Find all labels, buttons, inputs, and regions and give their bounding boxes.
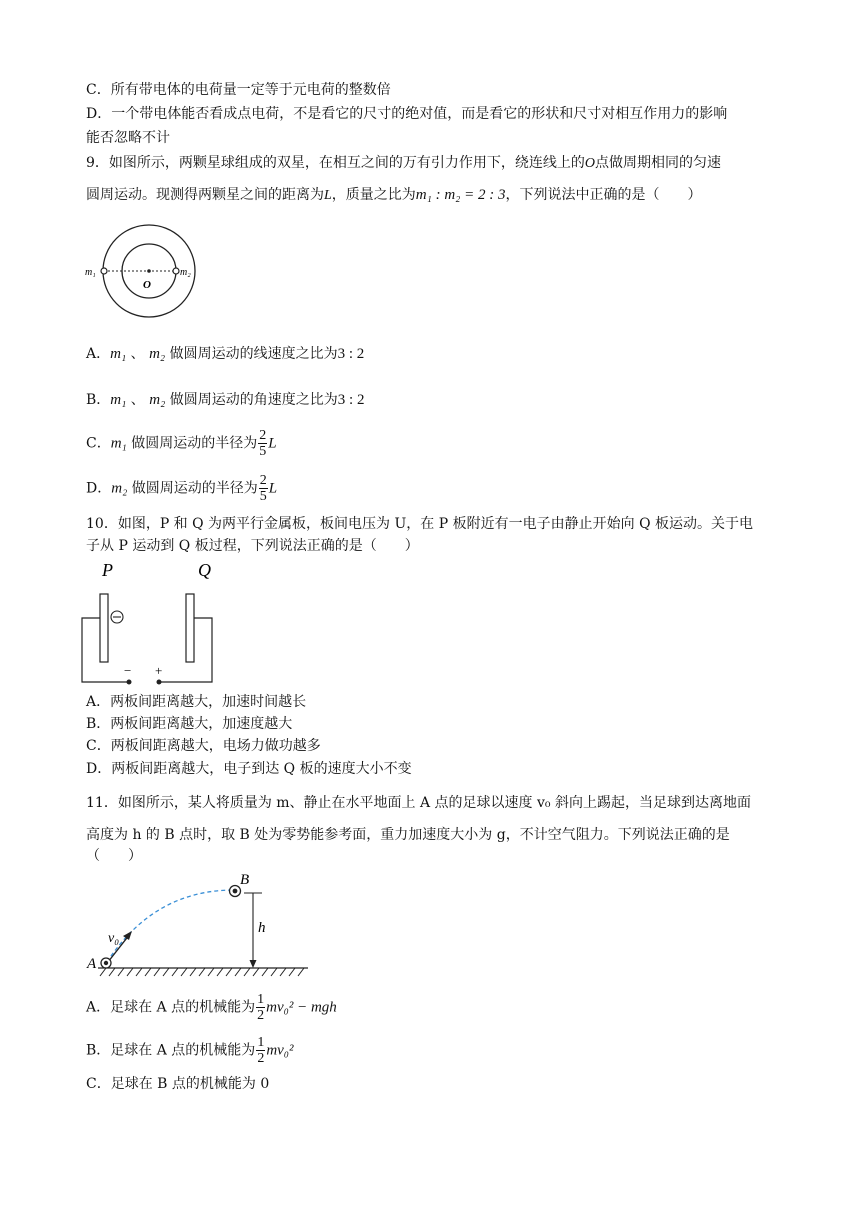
- star-m1: [101, 268, 107, 274]
- fraction: $\frac{1}{2}$: [257, 1035, 265, 1066]
- q11-stem-line1: 11．如图所示，某人将质量为 m、静止在水平地面上 A 点的足球以速度 v₀ 斜向上踢起，当足球到达离地面: [86, 795, 751, 811]
- label-minus: −: [124, 663, 132, 678]
- plate-q: [186, 594, 194, 662]
- q11-projectile-figure: [84, 868, 314, 984]
- q10-option-c: C．两板间距离越大，电场力做功越多: [86, 738, 321, 754]
- plate-p: [100, 594, 108, 662]
- label-o: O: [143, 279, 151, 291]
- fraction: $\frac{1}{2}$: [257, 992, 265, 1023]
- q10-option-a: A．两板间距离越大，加速时间越长: [86, 694, 307, 710]
- q8-option-d-line1: D．一个带电体能否看成点电荷，不是看它的尺寸的绝对值，而是看它的形状和尺寸对相互作用力的影响: [86, 106, 728, 122]
- q10-option-b: B．两板间距离越大，加速度越大: [86, 716, 293, 732]
- label-m1: m₁: [85, 267, 96, 278]
- center-o: [147, 269, 151, 273]
- q9-point-o: O: [584, 156, 596, 171]
- trajectory: [107, 890, 234, 962]
- q9-option-c: C．m₁ 做圆周运动的半径为 $\frac{2}{5}$ L: [86, 428, 277, 459]
- q8-option-d-line2: 能否忽略不计: [86, 130, 170, 146]
- label-b: B: [240, 872, 250, 888]
- star-m2: [173, 268, 179, 274]
- label-m2: m₂: [180, 267, 191, 278]
- q10-stem-line1: 10．如图，P 和 Q 为两平行金属板，板间电压为 U，在 P 板附近有一电子由静止开始向 Q 板运动。关于电: [86, 516, 754, 532]
- q9-stem-line2: 圆周运动。现测得两颗星之间的距离为L，质量之比为m₁ : m₂ = 2 : 3，下列说法中正确的是（ ）: [86, 187, 702, 203]
- q10-option-d: D．两板间距离越大，电子到达 Q 板的速度大小不变: [86, 761, 412, 777]
- fraction: $\frac{2}{5}$: [259, 428, 267, 459]
- q10-parallel-plates-figure: [78, 556, 228, 692]
- q8-option-c: C．所有带电体的电荷量一定等于元电荷的整数倍: [86, 82, 391, 98]
- q9-mass-ratio: m₁ : m₂ = 2 : 3: [415, 187, 506, 203]
- q9-option-d: D．m₂ 做圆周运动的半径为 $\frac{2}{5}$ L: [86, 473, 278, 504]
- terminal-positive: [157, 680, 162, 685]
- q9-stem-line1: 9．如图所示，两颗星球组成的双星，在相互之间的万有引力作用下，绕连线上的O点做周期相同的匀速: [86, 155, 722, 171]
- label-h: h: [258, 920, 266, 936]
- q11-stem-line3: （ ）: [86, 848, 142, 864]
- label-p: P: [102, 560, 113, 580]
- label-plus: +: [155, 663, 163, 678]
- label-v0: v₀: [108, 931, 120, 946]
- q9-option-b: B．m₁ 、 m₂ 做圆周运动的角速度之比为3 : 2: [86, 392, 365, 408]
- label-q: Q: [198, 560, 211, 580]
- terminal-negative: [127, 680, 132, 685]
- q11-option-a: A．足球在 A 点的机械能为 $\frac{1}{2}$ mv₀² − mgh: [86, 992, 337, 1023]
- q11-stem-line2: 高度为 h 的 B 点时，取 B 处为零势能参考面，重力加速度大小为 g，不计空气阻力。下列说法正确的是: [86, 827, 730, 843]
- q11-option-c: C．足球在 B 点的机械能为 0: [86, 1076, 270, 1092]
- q9-binary-star-figure: [80, 218, 210, 318]
- ground-hatching: [100, 968, 304, 976]
- q10-stem-line2: 子从 P 运动到 Q 板过程，下列说法正确的是（ ）: [86, 538, 419, 554]
- q11-option-b: B．足球在 A 点的机械能为 $\frac{1}{2}$ mv₀²: [86, 1035, 294, 1066]
- q9-option-a: A．m₁ 、 m₂ 做圆周运动的线速度之比为3 : 2: [86, 346, 365, 362]
- fraction: $\frac{2}{5}$: [259, 473, 267, 504]
- label-a: A: [87, 956, 97, 972]
